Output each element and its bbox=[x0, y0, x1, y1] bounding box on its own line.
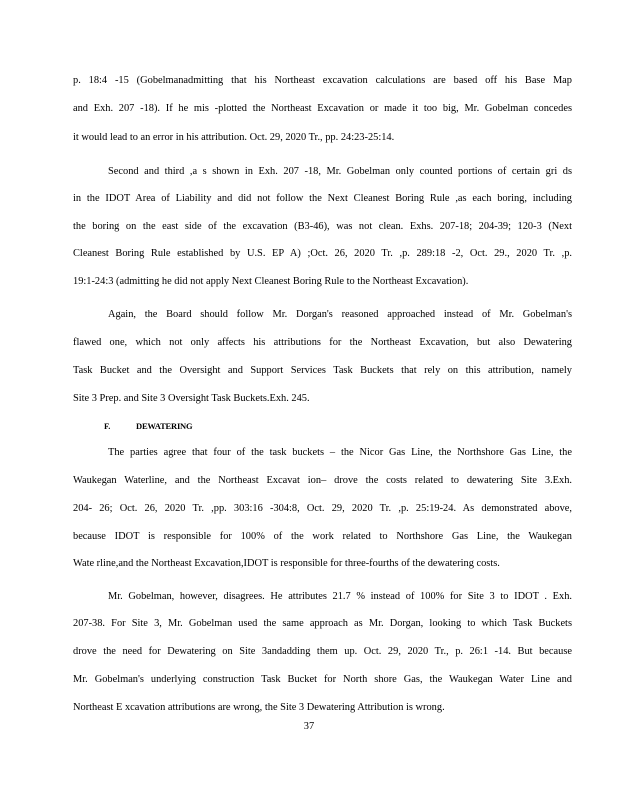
section-heading bbox=[104, 420, 192, 432]
text-line: Wate rline,and the Northeast Excavation,IDOT is responsible for three-fourths of the dewatering costs. bbox=[73, 558, 500, 569]
text-line: it would lead to an error in his attribution. Oct. 29, 2020 Tr., pp. 24:23-25:14. bbox=[73, 132, 395, 143]
text-line: Northeast E xcavation attributions are wrong, the Site 3 Dewatering Attribution is wrong. bbox=[73, 702, 445, 713]
text-line: The parties agree that four of the task buckets – the Nicor Gas Line, the Northshore Gas Line, the bbox=[108, 447, 572, 458]
text-line: the boring on the east side of the excavation (B3-46), was not clean. Exhs. 207-18; 204-39; 120-3 (Next bbox=[73, 221, 572, 232]
text-line: flawed one, which not only affects his attributions for the Northeast Excavation, but also Dewatering bbox=[73, 337, 572, 348]
text-line: Cleanest Boring Rule established by U.S. EP A) ;Oct. 26, 2020 Tr. ,p. 289:18 -2, Oct. 29., 2020 Tr. ,p. bbox=[73, 248, 572, 259]
text-line: 204- 26; Oct. 26, 2020 Tr. ,pp. 303:16 -304:8, Oct. 29, 2020 Tr. ,p. 25:19-24. As demonstrated above, bbox=[73, 503, 572, 514]
text-line: Mr. Gobelman's underlying construction Task Bucket for North shore Gas, the Waukegan Water Line and bbox=[73, 674, 572, 685]
text-line: Second and third ,a s shown in Exh. 207 -18, Mr. Gobelman only counted portions of certain gri ds bbox=[108, 166, 572, 177]
text-line: Task Bucket and the Oversight and Support Services Task Buckets that rely on this attribution, namely bbox=[73, 365, 572, 376]
text-line: drove the need for Dewatering on Site 3andadding them up. Oct. 29, 2020 Tr., p. 26:1 -14. But because bbox=[73, 646, 572, 657]
text-line: Mr. Gobelman, however, disagrees. He attributes 21.7 % instead of 100% for Site 3 to IDOT . Exh. bbox=[108, 591, 572, 602]
page-number: 37 bbox=[303, 721, 315, 732]
text-line: because IDOT is responsible for 100% of the work related to Northshore Gas Line, the Waukegan bbox=[73, 531, 572, 542]
text-line: and Exh. 207 -18). If he mis -plotted the Northeast Excavation or made it too big, Mr. Gobelman concedes bbox=[73, 103, 572, 114]
text-line: Site 3 Prep. and Site 3 Oversight Task Buckets.Exh. 245. bbox=[73, 393, 310, 404]
section-heading-title: DEWATERING bbox=[136, 421, 193, 431]
text-line: Again, the Board should follow Mr. Dorgan's reasoned approached instead of Mr. Gobelman's bbox=[108, 309, 572, 320]
section-heading-label: F. bbox=[104, 421, 111, 431]
text-line: Waukegan Waterline, and the Northeast Excavat ion– drove the costs related to dewatering Site 3.Exh. bbox=[73, 475, 572, 486]
text-line: 19:1-24:3 (admitting he did not apply Next Cleanest Boring Rule to the Northeast Excavation). bbox=[73, 276, 469, 287]
text-line: p. 18:4 -15 (Gobelmanadmitting that his Northeast excavation calculations are based off his Base Map bbox=[73, 75, 572, 86]
text-line: 207-38. For Site 3, Mr. Gobelman used the same approach as Mr. Dorgan, looking to which Task Buckets bbox=[73, 618, 572, 629]
text-line: in the IDOT Area of Liability and did not follow the Next Cleanest Boring Rule ,as each boring, including bbox=[73, 193, 572, 204]
